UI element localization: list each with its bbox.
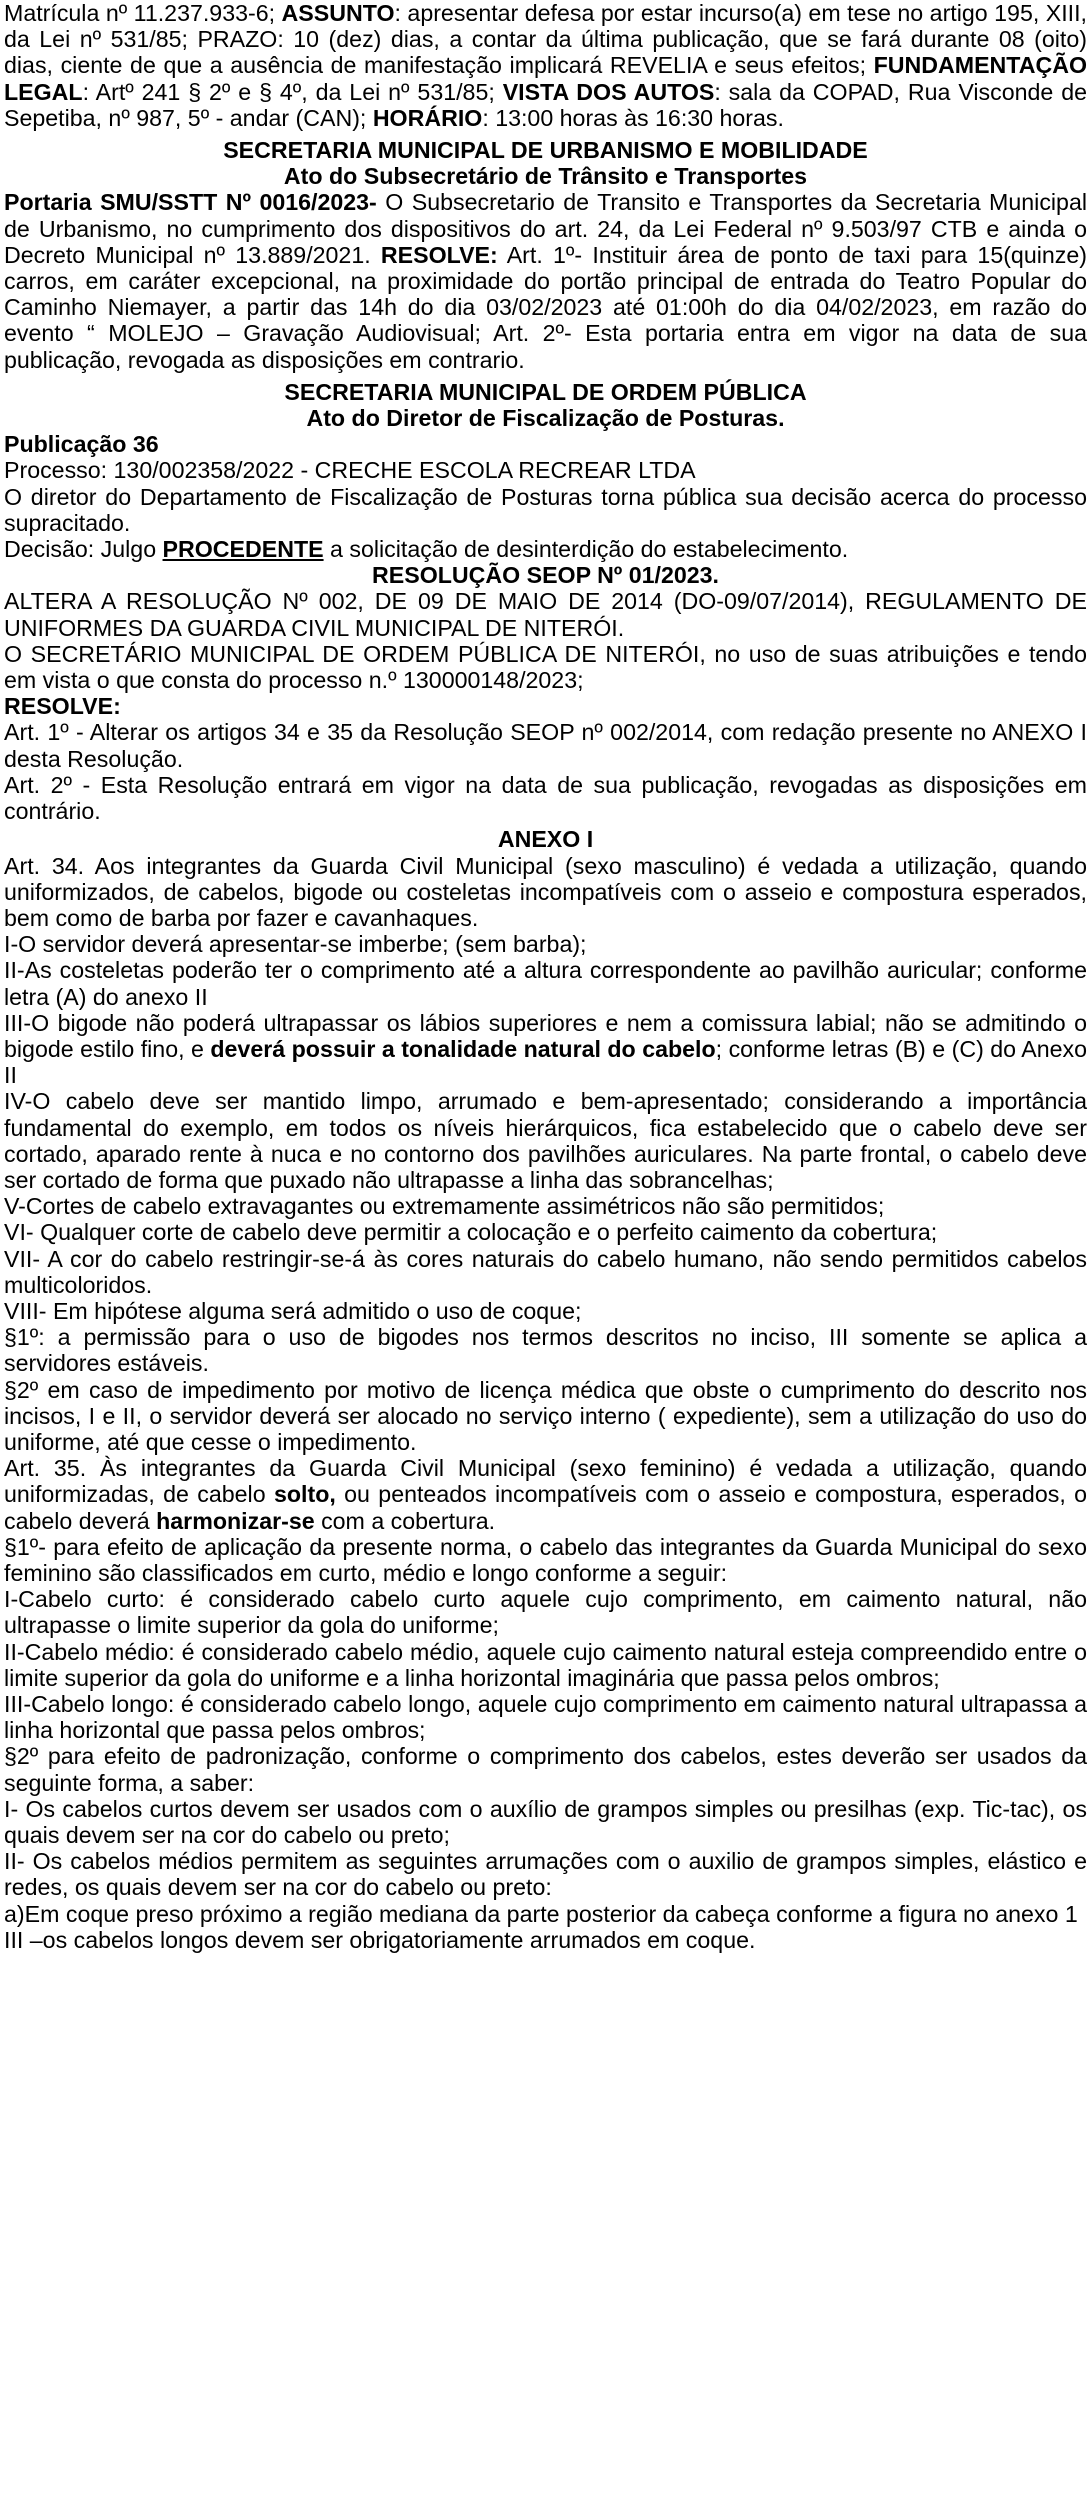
inciso-vii: VII- A cor do cabelo restringir-se-á às cores naturais do cabelo humano, não sendo permitidos cabelos multicoloridos. (4, 1245, 1087, 1298)
paragraph-1: §1º: a permissão para o uso de bigodes nos termos descritos no inciso, III somente se aplica a servidores estáveis. (4, 1324, 1087, 1377)
resolucao-title: RESOLUÇÃO SEOP Nº 01/2023. (372, 562, 719, 589)
paragraph-2: §2º em caso de impedimento por motivo de licença médica que obste o cumprimento do descrito nos incisos, I e II, o servidor deverá ser alocado no serviço interno ( expediente), sem a utilização do uso do uniforme, até que cesse o impedimento. (4, 1376, 1087, 1455)
seop-section (4, 379, 1087, 824)
usage-item-a: a)Em coque preso próximo a região mediana da parte posterior da cabeça conforme a figura no anexo 1 (4, 1900, 1078, 1927)
inciso-iv: IV-O cabelo deve ser mantido limpo, arrumado e bem-apresentado; considerando a importância fundamental do exemplo, em todos os níveis hierárquicos, fica estabelecido que o cabelo deve ser cortado, aparado rente à nuca e no contorno dos pavilhões auriculares. Na parte frontal, o cabelo deve ser cortado de forma que puxado não ultrapasse a linha das sobrancelhas; (4, 1088, 1087, 1193)
smu-section (4, 137, 1087, 373)
section-subheading: Ato do Subsecretário de Trânsito e Transportes (283, 163, 808, 190)
inciso-viii: VIII- Em hipótese alguma será admitido o uso de coque; (4, 1297, 582, 1324)
cabelo-medio: II-Cabelo médio: é considerado cabelo médio, aquele cujo caimento natural esteja compreendido entre o limite superior da gola do uniforme e a linha horizontal imaginária que passa pelos ombros; (4, 1638, 1087, 1691)
usage-item-3: III –os cabelos longos devem ser obrigatoriamente arrumados em coque. (4, 1926, 756, 1953)
portaria-paragraph: Portaria SMU/SSTT Nº 0016/2023- O Subsecretario de Transito e Transportes da Secretaria Municipal de Urbanismo, no cumprimento dos dispositivos do art. 24, da Lei Federal nº 9.503/97 CTB e ainda o Decreto Municipal nº 13.889/2021. RESOLVE: Art. 1º- Instituir área de ponto de taxi para 15(quinze) carros, em caráter excepcional, na proximidade do portão principal de entrada do Teatro Popular do Caminho Niemayer, a partir das 14h do dia 03/02/2023 até 01:00h do dia 04/02/2023, em razão do evento “ MOLEJO – Gravação Audiovisual; Art. 2º- Esta portaria entra em vigor na data de sua publicação, revogada as disposições em contrario. (4, 189, 1088, 373)
article-35: Art. 35. Às integrantes da Guarda Civil Municipal (sexo feminino) é vedada a utilização, quando uniformizadas, de cabelo solto, ou penteados incompatíveis com o asseio e compostura, esperados, o cabelo deverá harmonizar-se com a cobertura. (4, 1455, 1088, 1534)
inciso-ii: II-As costeletas poderão ter o comprimento até a altura correspondente ao pavilhão auricular; conforme letra (A) do anexo II (4, 957, 1087, 1010)
anexo-title: ANEXO I (497, 826, 594, 853)
inciso-vi: VI- Qualquer corte de cabelo deve permitir a colocação e o perfeito caimento da cobertura; (4, 1219, 938, 1246)
usage-item-2: II- Os cabelos médios permitem as seguintes arrumações com o auxilio de grampos simples, elástico e redes, os quais devem ser na cor do cabelo ou preto: (4, 1848, 1087, 1901)
altera-paragraph: ALTERA A RESOLUÇÃO Nº 002, DE 09 DE MAIO DE 2014 (DO-09/07/2014), REGULAMENTO DE UNIFORMES DA GUARDA CIVIL MUNICIPAL DE NITERÓI. (4, 588, 1087, 641)
inciso-i: I-O servidor deverá apresentar-se imberbe; (sem barba); (4, 931, 587, 958)
notice-paragraph: Matrícula nº 11.237.933-6; ASSUNTO: apresentar defesa por estar incurso(a) em tese no artigo 195, XIII, da Lei nº 531/85; PRAZO: 10 (dez) dias, a contar da última publicação, que se fará durante 08 (oito) dias, ciente de que a ausência de manifestação implicará REVELIA e seus efeitos; FUNDAMENTAÇÃO LEGAL: Artº 241 § 2º e § 4º, da Lei nº 531/85; VISTA DOS AUTOS: sala da COPAD, Rua Visconde de Sepetiba, nº 987, 5º - andar (CAN); HORÁRIO: 13:00 horas às 16:30 horas. (4, 0, 1087, 131)
feminine-paragraph-1: §1º- para efeito de aplicação da presente norma, o cabelo das integrantes da Guarda Municipal do sexo feminino são classificados em curto, médio e longo conforme a seguir: (4, 1533, 1087, 1586)
feminine-paragraph-2: §2º para efeito de padronização, conforme o comprimento dos cabelos, estes deverão ser usados da seguinte forma, a saber: (4, 1743, 1087, 1796)
processo-line: Processo: 130/002358/2022 - CRECHE ESCOLA RECREAR LTDA (4, 457, 696, 484)
cabelo-longo: III-Cabelo longo: é considerado cabelo longo, aquele cujo comprimento em caimento natural ultrapassa a linha horizontal que passa pelos ombros; (4, 1691, 1087, 1744)
section-subheading: Ato do Diretor de Fiscalização de Posturas. (306, 405, 785, 432)
anexo-section (4, 826, 1087, 1953)
article-2: Art. 2º - Esta Resolução entrará em vigor na data de sua publicação, revogadas as disposições em contrário. (4, 771, 1087, 825)
article-34: Art. 34. Aos integrantes da Guarda Civil Municipal (sexo masculino) é vedada a utilização, quando uniformizados, de cabelos, bigode ou costeletas incompatíveis com o asseio e compostura esperados, bem como de barba por fazer e cavanhaques. (4, 852, 1087, 931)
decisao-line: Decisão: Julgo PROCEDENTE a solicitação de desinterdição do estabelecimento. (4, 536, 849, 563)
publication-title: Publicação 36 (4, 431, 159, 458)
usage-item-1: I- Os cabelos curtos devem ser usados com o auxílio de grampos simples ou presilhas (exp. Tic-tac), os quais devem ser na cor do cabelo ou preto; (4, 1795, 1087, 1849)
article-1: Art. 1º - Alterar os artigos 34 e 35 da Resolução SEOP nº 002/2014, com redação presente no ANEXO I desta Resolução. (4, 719, 1087, 772)
inciso-v: V-Cortes de cabelo extravagantes ou extremamente assimétricos não são permitidos; (4, 1193, 885, 1220)
secretario-paragraph: O SECRETÁRIO MUNICIPAL DE ORDEM PÚBLICA DE NITERÓI, no uso de suas atribuições e tendo em vista o que consta do processo n.º 130000148/2023; (4, 640, 1087, 694)
section-heading: SECRETARIA MUNICIPAL DE URBANISMO E MOBILIDADE (223, 137, 868, 164)
diretor-paragraph: O diretor do Departamento de Fiscalização de Posturas torna pública sua decisão acerca do processo supracitado. (4, 483, 1087, 536)
section-heading: SECRETARIA MUNICIPAL DE ORDEM PÚBLICA (284, 378, 807, 405)
inciso-iii: III-O bigode não poderá ultrapassar os lábios superiores e nem a comissura labial; não se admitindo o bigode estilo fino, e deverá possuir a tonalidade natural do cabelo; conforme letras (B) e (C) do Anexo II (4, 1009, 1087, 1089)
cabelo-curto: I-Cabelo curto: é considerado cabelo curto aquele cujo comprimento, em caimento natural, não ultrapasse o limite superior da gola do uniforme; (4, 1586, 1087, 1639)
resolve-label: RESOLVE: (4, 693, 121, 720)
